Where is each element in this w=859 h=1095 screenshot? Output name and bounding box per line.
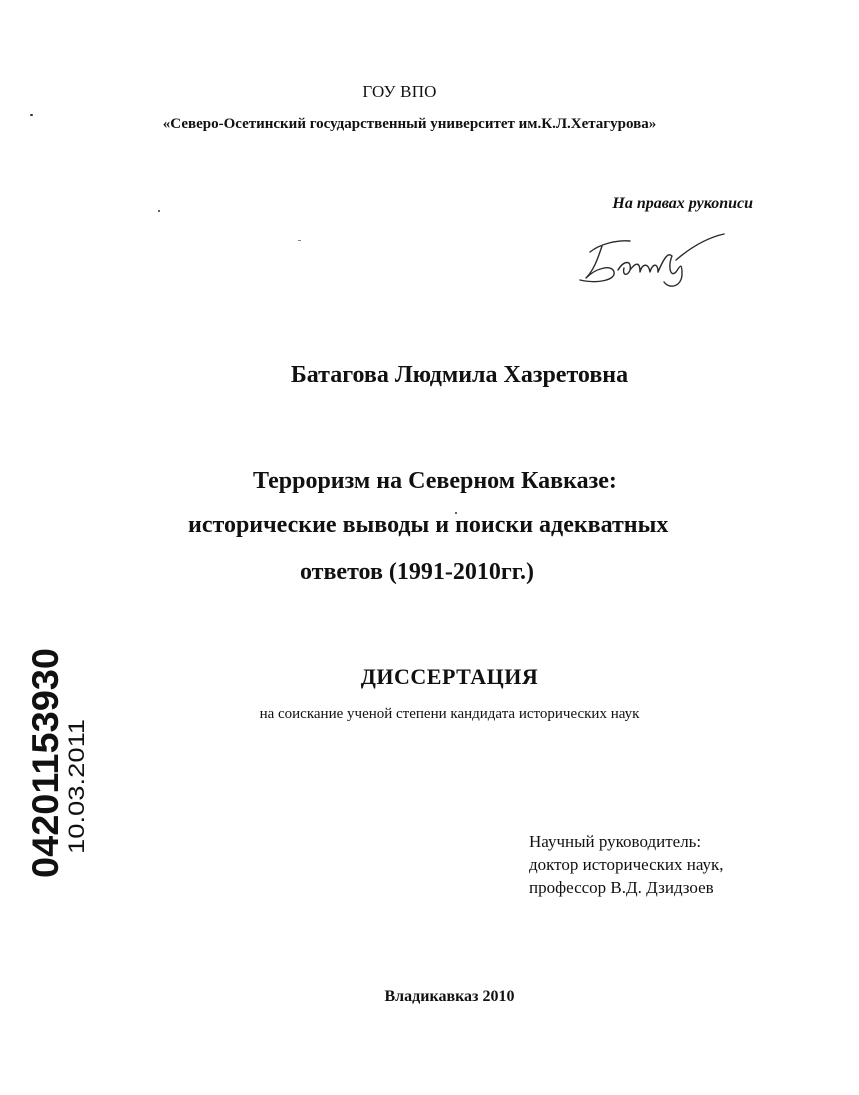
author-name: Батагова Людмила Хазретовна — [290, 362, 629, 388]
supervisor-label: Научный руководитель: — [529, 832, 702, 851]
dissertation-title-line: Терроризм на Северном Кавказе: — [253, 468, 617, 494]
organization-type: ГОУ ВПО — [362, 82, 437, 101]
university-name: «Северо-Осетинский государственный университет им.К.Л.Хетагурова» — [162, 116, 657, 132]
degree-description: на соискание ученой степени кандидата исторических наук — [259, 706, 640, 722]
supervisor-degree: доктор исторических наук, — [529, 855, 724, 874]
dissertation-title-line: ответов (1991-2010гг.) — [300, 559, 534, 585]
stamp-number: 04201153930 — [25, 653, 66, 878]
dissertation-title-line: исторические выводы и поиски адекватных — [188, 512, 669, 538]
scan-speck — [298, 240, 301, 241]
stamp-date: 10.03.2011 — [64, 745, 89, 854]
city-and-year: Владикавказ 2010 — [384, 988, 515, 1005]
scan-speck — [158, 210, 160, 212]
supervisor-name: профессор В.Д. Дзидзоев — [529, 878, 714, 897]
manuscript-rights-note: На правах рукописи — [612, 195, 753, 212]
library-stamp — [14, 646, 89, 878]
document-type-heading: ДИССЕРТАЦИЯ — [360, 664, 539, 689]
author-signature — [572, 222, 732, 294]
scientific-supervisor-block — [529, 830, 724, 899]
